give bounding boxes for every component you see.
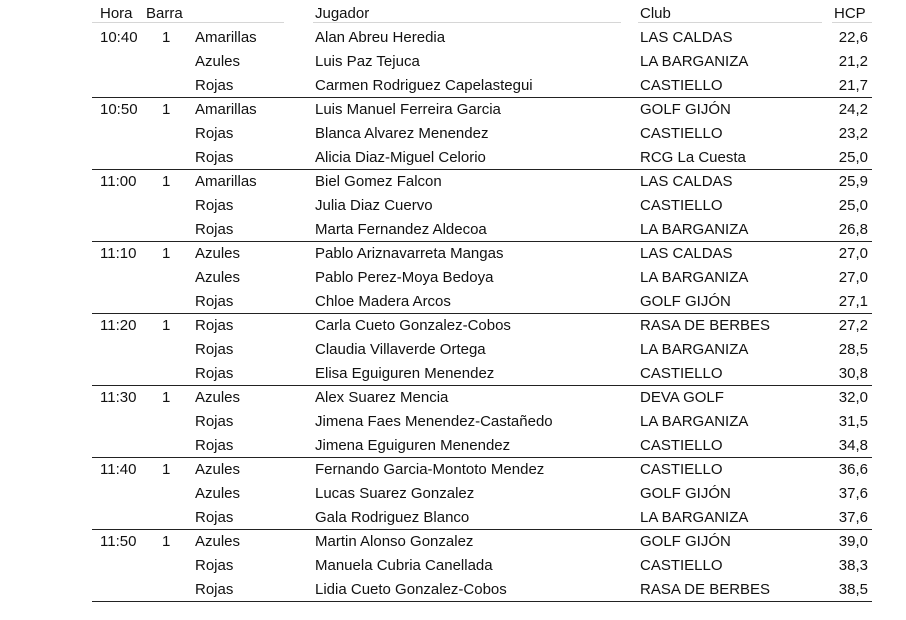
player-club: CASTIELLO (640, 557, 723, 574)
table-row (92, 26, 872, 50)
player-handicap: 30,8 (838, 365, 868, 382)
player-name: Manuela Cubria Canellada (315, 557, 493, 574)
player-club: CASTIELLO (640, 437, 723, 454)
player-club: LA BARGANIZA (640, 341, 749, 358)
tee-color: Rojas (195, 365, 234, 382)
group-separator (92, 601, 872, 602)
table-row (92, 74, 872, 98)
player-handicap: 27,2 (838, 317, 868, 334)
tee-number: 1 (162, 101, 171, 118)
tee-color: Rojas (195, 149, 234, 166)
tee-time: 11:40 (100, 461, 137, 478)
player-name: Alex Suarez Mencia (315, 389, 449, 406)
tee-time: 11:50 (100, 533, 137, 550)
player-name: Julia Diaz Cuervo (315, 197, 433, 214)
player-club: LA BARGANIZA (640, 53, 749, 70)
tee-color: Azules (195, 533, 241, 550)
tee-color: Rojas (195, 509, 234, 526)
table-row (92, 98, 872, 122)
player-handicap: 22,6 (838, 29, 868, 46)
player-name: Marta Fernandez Aldecoa (315, 221, 487, 238)
table-row (92, 458, 872, 482)
table-row (92, 530, 872, 554)
tee-time: 11:10 (100, 245, 137, 262)
tee-number: 1 (162, 461, 171, 478)
header-underline-left (92, 22, 284, 23)
player-handicap: 25,9 (838, 173, 868, 190)
table-row (92, 194, 872, 218)
table-row (92, 386, 872, 410)
player-name: Jimena Eguiguren Menendez (315, 437, 511, 454)
tee-number: 1 (162, 29, 171, 46)
tee-color: Azules (195, 485, 241, 502)
tee-group (92, 170, 872, 242)
tee-time: 11:20 (100, 317, 137, 334)
player-handicap: 28,5 (838, 341, 868, 358)
tee-color: Azules (195, 269, 241, 286)
table-row (92, 506, 872, 530)
table-row (92, 122, 872, 146)
tee-color: Rojas (195, 341, 234, 358)
tee-number: 1 (162, 533, 171, 550)
table-row (92, 50, 872, 74)
tee-group (92, 458, 872, 530)
player-name: Biel Gomez Falcon (315, 173, 442, 190)
tee-color: Azules (195, 245, 241, 262)
player-club: CASTIELLO (640, 77, 723, 94)
player-club: LAS CALDAS (640, 245, 733, 262)
player-club: LAS CALDAS (640, 29, 733, 46)
tee-time: 11:30 (100, 389, 137, 406)
header-club: Club (640, 5, 671, 22)
table-row (92, 146, 872, 170)
table-row (92, 242, 872, 266)
player-handicap: 27,0 (838, 245, 868, 262)
table-row (92, 290, 872, 314)
player-name: Lidia Cueto Gonzalez-Cobos (315, 581, 507, 598)
table-row (92, 218, 872, 242)
player-name: Elisa Eguiguren Menendez (315, 365, 495, 382)
tee-time: 11:00 (100, 173, 137, 190)
player-name: Carla Cueto Gonzalez-Cobos (315, 317, 511, 334)
player-name: Pablo Ariznavarreta Mangas (315, 245, 504, 262)
tee-color: Rojas (195, 581, 234, 598)
table-row (92, 482, 872, 506)
player-name: Lucas Suarez Gonzalez (315, 485, 475, 502)
player-handicap: 21,7 (838, 77, 868, 94)
player-handicap: 24,2 (838, 101, 868, 118)
player-club: LA BARGANIZA (640, 509, 749, 526)
tee-group (92, 98, 872, 170)
tee-number: 1 (162, 173, 171, 190)
player-handicap: 27,0 (838, 269, 868, 286)
tee-color: Rojas (195, 77, 234, 94)
player-name: Martin Alonso Gonzalez (315, 533, 474, 550)
tee-group (92, 242, 872, 314)
tee-color: Rojas (195, 557, 234, 574)
tee-color: Rojas (195, 125, 234, 142)
tee-color: Azules (195, 461, 241, 478)
player-handicap: 31,5 (838, 413, 868, 430)
tee-group (92, 26, 872, 98)
tee-color: Rojas (195, 437, 234, 454)
player-club: GOLF GIJÓN (640, 533, 731, 550)
player-club: GOLF GIJÓN (640, 485, 731, 502)
player-handicap: 38,3 (838, 557, 868, 574)
tee-number: 1 (162, 245, 171, 262)
tee-color: Amarillas (195, 101, 257, 118)
table-row (92, 410, 872, 434)
player-club: RASA DE BERBES (640, 581, 771, 598)
player-club: CASTIELLO (640, 365, 723, 382)
player-club: CASTIELLO (640, 197, 723, 214)
header-hora: Hora (100, 5, 133, 22)
player-handicap: 32,0 (838, 389, 868, 406)
tee-color: Rojas (195, 221, 234, 238)
player-club: LA BARGANIZA (640, 221, 749, 238)
player-club: CASTIELLO (640, 125, 723, 142)
player-name: Carmen Rodriguez Capelastegui (315, 77, 533, 94)
player-handicap: 36,6 (838, 461, 868, 478)
tee-color: Rojas (195, 317, 234, 334)
player-name: Luis Paz Tejuca (315, 53, 420, 70)
tee-color: Azules (195, 53, 241, 70)
tee-time: 10:40 (100, 29, 138, 46)
player-handicap: 26,8 (838, 221, 868, 238)
tee-color: Rojas (195, 197, 234, 214)
tee-color: Rojas (195, 293, 234, 310)
tee-color: Amarillas (195, 173, 257, 190)
tee-group (92, 530, 872, 602)
player-name: Alan Abreu Heredia (315, 29, 446, 46)
player-club: LAS CALDAS (640, 173, 733, 190)
table-row (92, 170, 872, 194)
table-row (92, 362, 872, 386)
tee-group (92, 386, 872, 458)
tee-number: 1 (162, 389, 171, 406)
player-club: GOLF GIJÓN (640, 101, 731, 118)
player-name: Pablo Perez-Moya Bedoya (315, 269, 494, 286)
header-underline-jugador (313, 22, 621, 23)
tee-color: Rojas (195, 413, 234, 430)
player-name: Jimena Faes Menendez-Castañedo (315, 413, 553, 430)
tee-color: Azules (195, 389, 241, 406)
header-jugador: Jugador (315, 5, 370, 22)
table-row (92, 578, 872, 602)
player-name: Chloe Madera Arcos (315, 293, 451, 310)
tee-number: 1 (162, 317, 171, 334)
header-underline-hcp (832, 22, 872, 23)
tee-time: 10:50 (100, 101, 138, 118)
header-barra: Barra (146, 5, 183, 22)
player-club: RASA DE BERBES (640, 317, 771, 334)
player-name: Alicia Diaz-Miguel Celorio (315, 149, 486, 166)
player-name: Blanca Alvarez Menendez (315, 125, 489, 142)
player-handicap: 25,0 (838, 197, 868, 214)
header-hcp: HCP (834, 5, 866, 22)
tee-group (92, 314, 872, 386)
player-handicap: 27,1 (838, 293, 868, 310)
player-name: Claudia Villaverde Ortega (315, 341, 486, 358)
table-row (92, 554, 872, 578)
table-row (92, 338, 872, 362)
player-club: LA BARGANIZA (640, 269, 749, 286)
player-name: Fernando Garcia-Montoto Mendez (315, 461, 545, 478)
player-name: Luis Manuel Ferreira Garcia (315, 101, 501, 118)
player-club: CASTIELLO (640, 461, 723, 478)
player-handicap: 37,6 (838, 485, 868, 502)
player-handicap: 37,6 (838, 509, 868, 526)
player-club: GOLF GIJÓN (640, 293, 731, 310)
table-row (92, 266, 872, 290)
player-handicap: 34,8 (838, 437, 868, 454)
player-club: RCG La Cuesta (640, 149, 746, 166)
player-club: LA BARGANIZA (640, 413, 749, 430)
tee-color: Amarillas (195, 29, 257, 46)
table-row (92, 434, 872, 458)
player-handicap: 25,0 (838, 149, 868, 166)
player-handicap: 39,0 (838, 533, 868, 550)
table-row (92, 314, 872, 338)
player-handicap: 38,5 (838, 581, 868, 598)
player-handicap: 23,2 (838, 125, 868, 142)
player-name: Gala Rodriguez Blanco (315, 509, 470, 526)
player-club: DEVA GOLF (640, 389, 724, 406)
player-handicap: 21,2 (838, 53, 868, 70)
header-underline-club (638, 22, 822, 23)
